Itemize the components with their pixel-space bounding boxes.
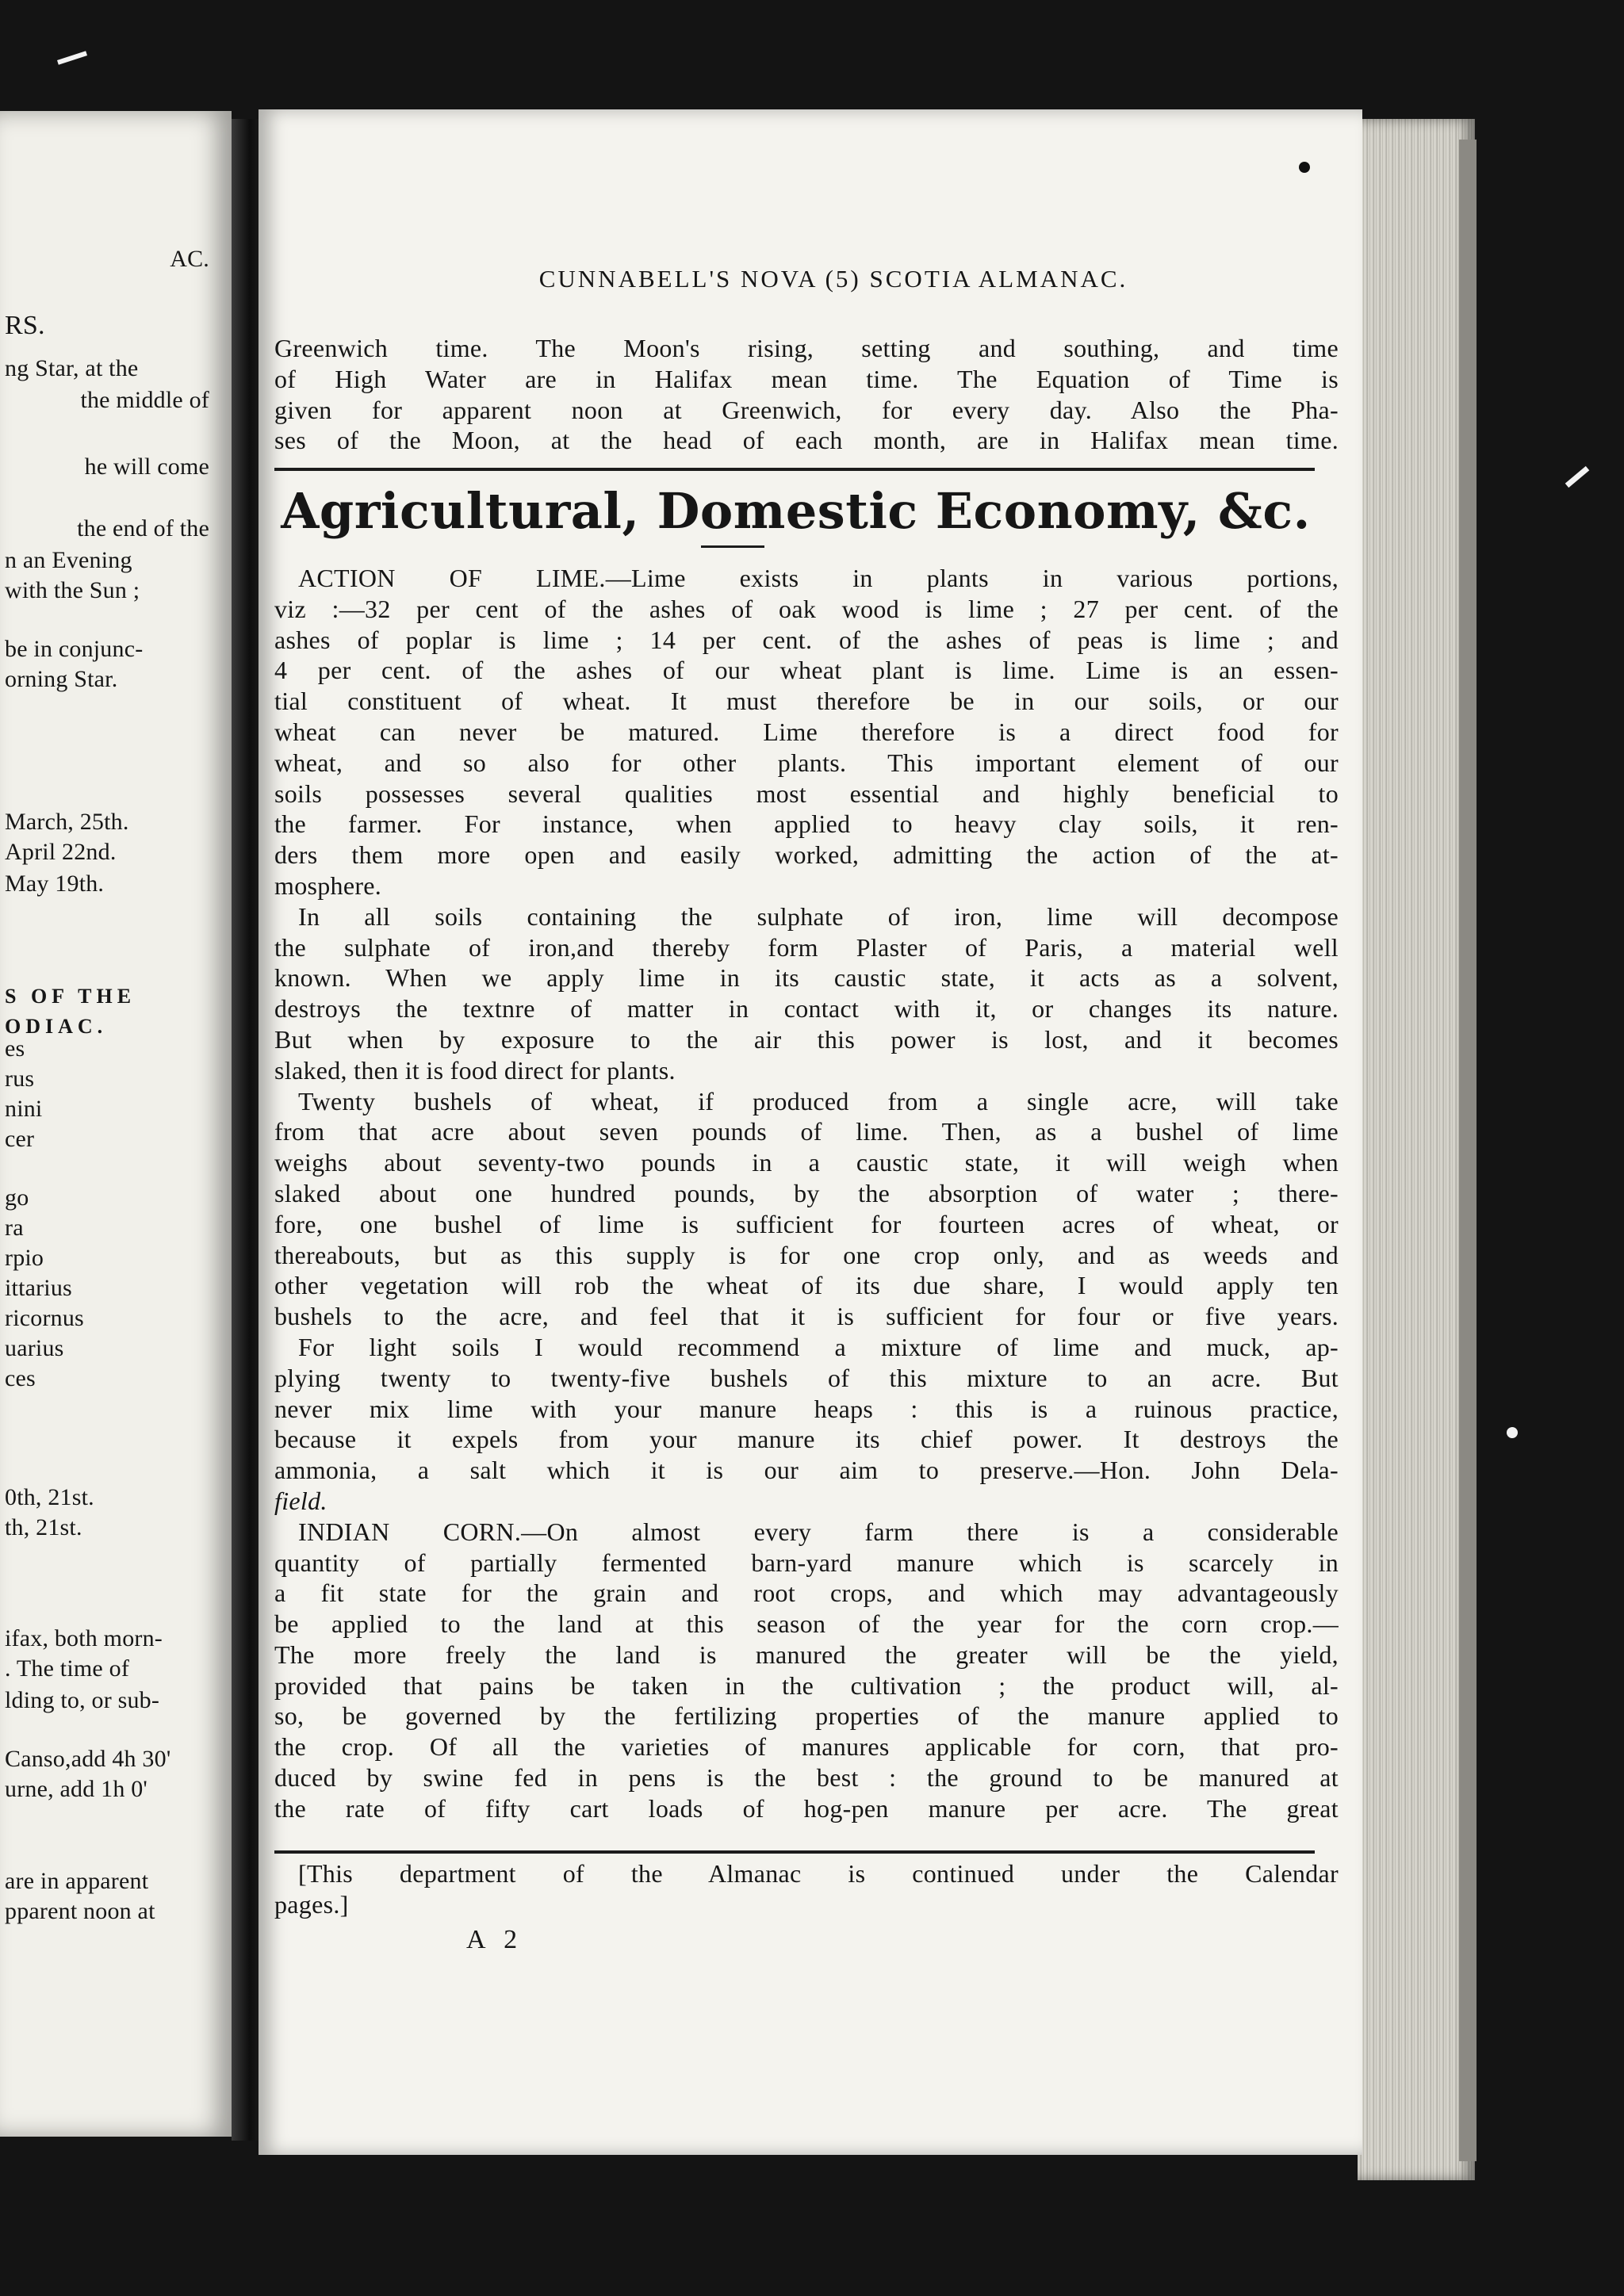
text-line: duced by swine fed in pens is the best : the ground to be manured at: [274, 1763, 1339, 1793]
text-line: of High Water are in Halifax mean time. The Equation of Time is: [274, 364, 1339, 393]
left-line: with the Sun ;: [5, 577, 140, 603]
text-line: ashes of poplar is lime ; 14 per cent. of the ashes of peas is lime ; and: [274, 625, 1339, 654]
left-page: [0, 111, 232, 2137]
text-line: the farmer. For instance, when applied to heavy clay soils, it ren-: [274, 809, 1339, 839]
section-heading: Agricultural, Domestic Economy, &c.: [281, 482, 1311, 540]
text-line: ammonia, a salt which it is our aim to preserve.—Hon. John Dela-: [274, 1456, 1339, 1485]
almanac-page: [259, 109, 1362, 2155]
left-line: orning Star.: [5, 666, 118, 692]
left-line: ittarius: [5, 1275, 72, 1301]
left-line: rpio: [5, 1245, 44, 1271]
text-line: the rate of fifty cart loads of hog-pen manure per acre. The great: [274, 1793, 1339, 1823]
left-line: rus: [5, 1066, 35, 1092]
left-line: uarius: [5, 1335, 64, 1361]
text-line: Greenwich time. The Moon's rising, setting and southing, and time: [274, 334, 1339, 362]
text-line: tial constituent of wheat. It must therefore be in our soils, or our: [274, 687, 1339, 716]
text-line: plying twenty to twenty-five bushels of this mixture to an acre. But: [274, 1363, 1339, 1392]
left-line: March, 25th.: [5, 809, 129, 835]
text-line: slaked about one hundred pounds, by the absorption of water ; there-: [274, 1178, 1339, 1207]
text-line: Twenty bushels of wheat, if produced from a single acre, will take: [298, 1086, 1339, 1115]
scan-mark: [1507, 1427, 1518, 1438]
left-line: are in apparent: [5, 1868, 149, 1894]
text-line: because it expels from your manure its chief power. It destroys the: [274, 1425, 1339, 1454]
left-line: ricornus: [5, 1305, 84, 1331]
text-line: ACTION OF LIME.—Lime exists in plants in various portions,: [298, 564, 1339, 592]
text-line: fore, one bushel of lime is sufficient for fourteen acres of wheat, or: [274, 1209, 1339, 1238]
intro-paragraph: [274, 333, 1339, 456]
text-line: be applied to the land at this season of the year for the corn crop.—: [274, 1609, 1339, 1639]
text-line: the sulphate of iron,and thereby form Plaster of Paris, a material well: [274, 932, 1339, 962]
text-line: field.: [274, 1486, 327, 1515]
text-line: the crop. Of all the varieties of manures applicable for corn, that pro-: [274, 1732, 1339, 1762]
left-line: urne, add 1h 0': [5, 1776, 148, 1802]
footnote: [274, 1858, 1339, 1920]
left-line: the end of the: [77, 515, 209, 541]
left-line: th, 21st.: [5, 1514, 82, 1540]
left-line: RS.: [5, 311, 45, 340]
signature-mark: A 2: [466, 1925, 524, 1954]
left-line: be in conjunc-: [5, 636, 144, 662]
text-line: soils possesses several qualities most essential and highly beneficial to: [274, 779, 1339, 808]
text-line: mosphere.: [274, 871, 382, 900]
text-line: destroys the textnre of matter in contact with it, or changes its nature.: [274, 994, 1339, 1024]
scan-mark: [1565, 466, 1590, 488]
heading-top-rule: [274, 468, 1315, 471]
left-line: May 19th.: [5, 871, 105, 897]
text-line: The more freely the land is manured the greater will be the yield,: [274, 1640, 1339, 1669]
scan-mark: [57, 51, 87, 64]
text-line: ses of the Moon, at the head of each month, are in Halifax mean time.: [274, 426, 1339, 455]
left-line: lding to, or sub-: [5, 1687, 160, 1713]
left-line: ifax, both morn-: [5, 1625, 163, 1651]
left-line: April 22nd.: [5, 839, 117, 865]
article-body: [274, 563, 1339, 1824]
left-line: S OF THE: [5, 985, 136, 1008]
text-line: provided that pains be taken in the cultivation ; the product will, al-: [274, 1670, 1339, 1700]
left-line: go: [5, 1184, 29, 1211]
left-line: pparent noon at: [5, 1898, 155, 1924]
text-line: a fit state for the grain and root crops, and which may advantageously: [274, 1578, 1339, 1608]
text-line: never mix lime with your manure heaps : this is a ruinous practice,: [274, 1394, 1339, 1423]
left-line: AC.: [170, 246, 209, 272]
text-line: other vegetation will rob the wheat of its due share, I would apply ten: [274, 1271, 1339, 1300]
text-line: wheat can never be matured. Lime therefore is a direct food for: [274, 717, 1339, 746]
text-line: For light soils I would recommend a mixture of lime and muck, ap-: [298, 1332, 1339, 1361]
text-line: slaked, then it is food direct for plants.: [274, 1055, 676, 1085]
text-line: from that acre about seven pounds of lime. Then, as a bushel of lime: [274, 1117, 1339, 1146]
text-line: quantity of partially fermented barn-yard manure which is scarcely in: [274, 1548, 1339, 1577]
left-line: cer: [5, 1126, 35, 1152]
text-line: wheat, and so also for other plants. This important element of our: [274, 748, 1339, 777]
ink-speck: [1299, 162, 1310, 173]
text-line: INDIAN CORN.—On almost every farm there is a considerable: [298, 1517, 1339, 1546]
text-line: viz :—32 per cent of the ashes of oak wood is lime ; 27 per cent. of the: [274, 594, 1339, 623]
text-line: thereabouts, but as this supply is for one crop only, and as weeds and: [274, 1240, 1339, 1269]
text-line: But when by exposure to the air this power is lost, and it becomes: [274, 1024, 1339, 1054]
text-line: weighs about seventy-two pounds in a caustic state, it will weigh when: [274, 1148, 1339, 1177]
left-line: ng Star, at the: [5, 355, 139, 381]
left-line: nini: [5, 1096, 43, 1122]
text-line: ders them more open and easily worked, admitting the action of the at-: [274, 840, 1339, 870]
page-block-edge-shadow: [1459, 140, 1477, 2161]
left-line: ODIAC.: [5, 1015, 108, 1038]
left-line: 0th, 21st.: [5, 1484, 94, 1510]
text-line: [This department of the Almanac is continued under the Calendar: [298, 1859, 1339, 1888]
text-line: In all soils containing the sulphate of iron, lime will decompose: [298, 901, 1339, 931]
heading-short-rule: [701, 545, 764, 548]
page-block-edges: [1358, 119, 1475, 2180]
book-gutter: [232, 119, 262, 2141]
left-line: the middle of: [80, 387, 209, 413]
text-line: so, be governed by the fertilizing properties of the manure applied to: [274, 1701, 1339, 1731]
left-line: Canso,add 4h 30': [5, 1746, 171, 1772]
running-head: CUNNABELL'S NOVA (5) SCOTIA ALMANAC.: [538, 265, 1128, 293]
footnote-rule: [274, 1850, 1315, 1854]
text-line: pages.]: [274, 1889, 349, 1919]
text-line: 4 per cent. of the ashes of our wheat plant is lime. Lime is an essen-: [274, 656, 1339, 685]
left-line: ra: [5, 1215, 24, 1241]
left-line: . The time of: [5, 1655, 130, 1682]
text-line: known. When we apply lime in its caustic state, it acts as a solvent,: [274, 963, 1339, 993]
left-line: ces: [5, 1365, 36, 1391]
left-line: he will come: [84, 453, 209, 480]
left-line: n an Evening: [5, 547, 132, 573]
text-line: bushels to the acre, and feel that it is sufficient for four or five years.: [274, 1302, 1339, 1331]
text-line: given for apparent noon at Greenwich, for every day. Also the Pha-: [274, 395, 1339, 424]
left-line: es: [5, 1035, 25, 1062]
